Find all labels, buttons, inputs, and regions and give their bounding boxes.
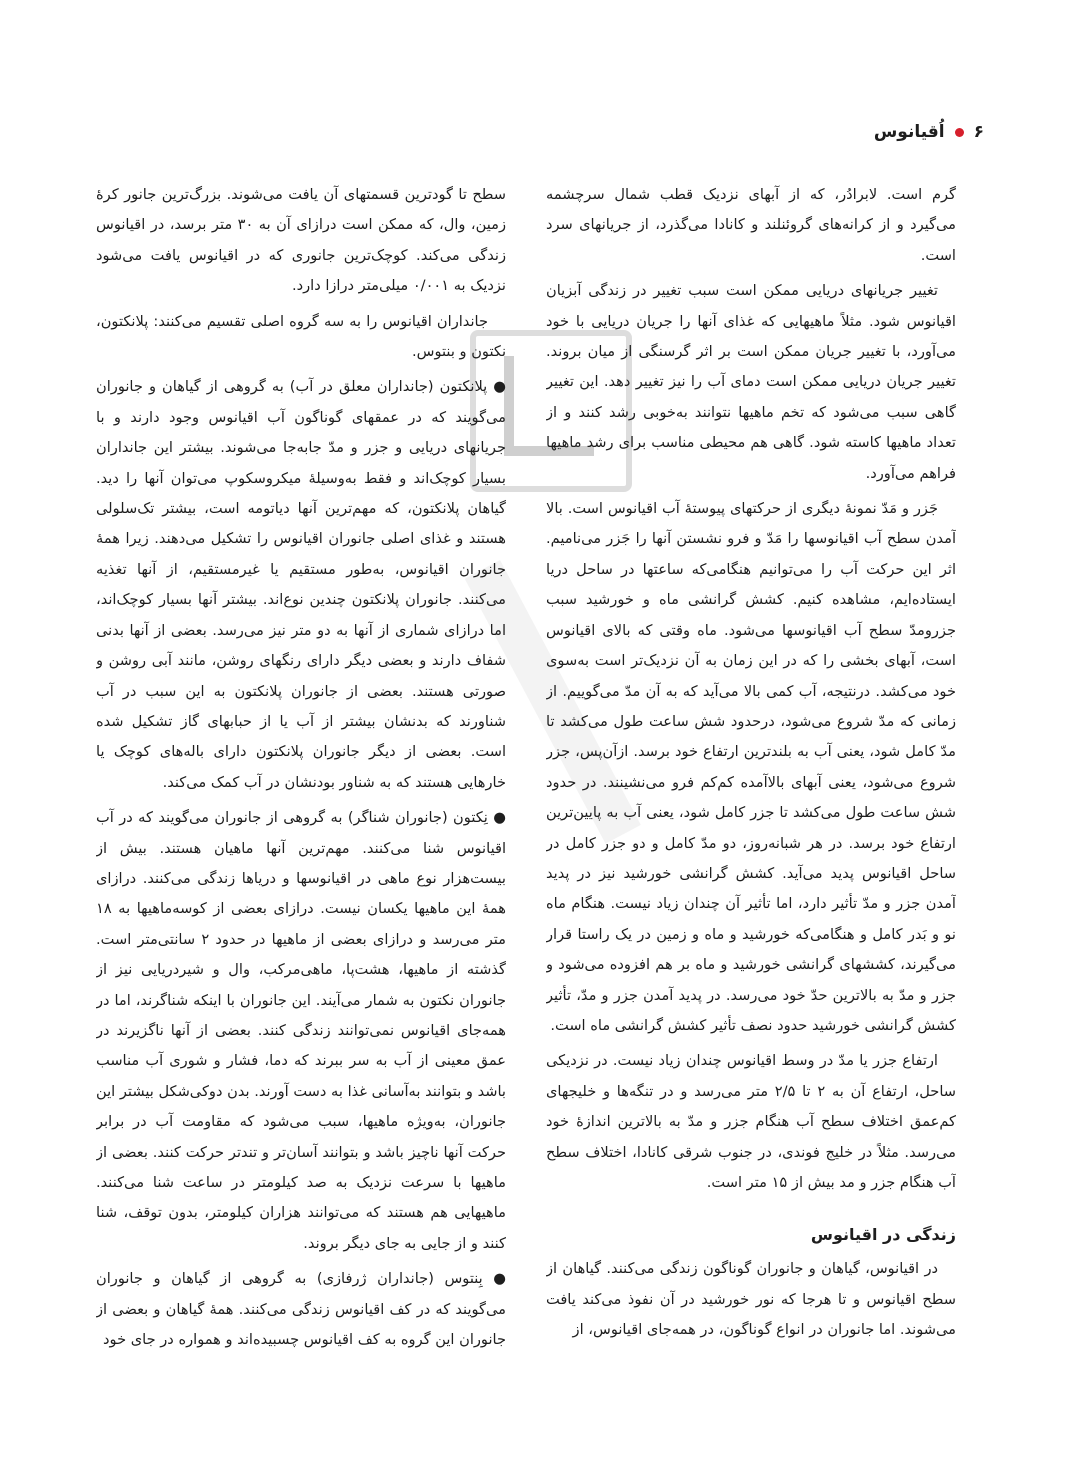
paragraph: سطح تا گودترین قسمتهای آن یافت می‌شوند. بزرگ‌ترین جانور کرهٔ زمین، وال، که ممکن است درازای آن به ۳۰ متر برسد، در اقیانوس زندگی می‌کند. کوچک‌ترین جانوری که در اقیانوس یافت می‌شود نزدیک به ۰/۰۰۱ میلی‌متر درازا دارد. — [96, 186, 506, 295]
page-number: ۶ — [973, 122, 984, 142]
section-heading: زندگی در اقیانوس — [810, 1225, 956, 1245]
paragraph: جَزر و مَدّ نمونهٔ دیگری از حرکتهای پیوستهٔ آب اقیانوس است. بالا آمدن سطح آب اقیانوسها را مَدّ و فرو نشستن آنها را جَزر می‌نامیم. اثر این حرکت آب را می‌توانیم هنگامی‌که ساعتها در ساحل دریا ایستاده‌ایم، مشاهده کنیم. کشش گرانشی ماه و خورشید سبب جزرومدّ سطح آب اقیانوسها می‌شود. ماه وقتی که بالای اقیانوس است، آبهای بخشی را که در این زمان به آن نزدیک‌تر است به‌سوی خود می‌کشد. درنتیجه، آب کمی بالا می‌آید که به آن مدّ می‌گوییم. از زمانی که مدّ شروع می‌شود، درحدود شش ساعت طول می‌کشد تا مدّ کامل شود، یعنی آب به بلندترین ارتفاع خود برسد. ازآن‌پس، جزر شروع می‌شود، یعنی آبهای بالاآمده کم‌کم فرو می‌نشینند. در حدود شش ساعت طول می‌کشد تا جزر کامل شود، یعنی آب به پایین‌ترین ارتفاع خود برسد. در هر شبانه‌روز، دو مدّ کامل و دو جزر کامل در ساحل اقیانوس پدید می‌آید. کشش گرانشی خورشید نیز در پدید آمدن جزر و مدّ تأثیر دارد، اما تأثیر آن چندان زیاد نیست. هنگام ماه نو و بَدر کامل و هنگامی‌که خورشید و ماه و زمین در یک راستا قرار می‌گیرند، کششهای گرانشی خورشید و ماه بر هم افزوده می‌شود و جزر و مدّ به بالاترین حدّ خود می‌رسد. در پدید آمدن جزر و مدّ، تأثیر کشش گرانشی خورشید حدود نصف تأثیر کشش گرانشی ماه است. — [546, 500, 956, 1034]
paragraph: گرم است. لابرادُر، که از آبهای نزدیک قطب شمال سرچشمه می‌گیرد و از کرانه‌های گروئنلند و کانادا می‌گذرد، از جریانهای سرد است. — [546, 186, 956, 264]
left-column — [96, 180, 506, 1360]
running-title: اُقیانوس — [873, 122, 945, 142]
paragraph: تغییر جریانهای دریایی ممکن است سبب تغییر در زندگی آبزیان اقیانوس شود. مثلاً ماهیهایی که غذای آنها را جریان دریایی با خود می‌آورد، با تغییر جریان ممکن است بر اثر گرسنگی از میان بروند. تغییر جریان دریایی ممکن است دمای آب را نیز تغییر دهد. این تغییر گاهی سبب می‌شود که تخم ماهیها نتوانند به‌خوبی رشد کنند و از تعداد ماهیها کاسته شود. گاهی هم محیطی مناسب برای رشد ماهیها فراهم می‌آورد. — [546, 282, 956, 482]
paragraph: در اقیانوس، گیاهان و جانوران گوناگون زندگی می‌کنند. گیاهان از سطح اقیانوس و تا هرجا که نور خورشید در آن نفوذ می‌کند یافت می‌شوند. اما جانوران در انواع گوناگون، در همه‌جای اقیانوس، از — [546, 1260, 956, 1339]
bullet-dot-icon — [955, 128, 964, 137]
running-head — [96, 116, 984, 148]
bullet-paragraph-benthos: ● بِنتوس (جانداران ژرفازی) به گروهی از گیاهان و جانوران می‌گویند که در کف اقیانوس زندگی می‌کنند. همهٔ گیاهان و بعضی از جانوران این گروه به کف اقیانوس چسبیده‌اند و همواره در جای خود — [96, 1270, 506, 1349]
paragraph: جانداران اقیانوس را به سه گروه اصلی تقسیم می‌کنند: پلانکتون، نکتون و بنتوس. — [96, 312, 506, 361]
right-column — [546, 180, 956, 1360]
bullet-paragraph-plankton: ● پلانکتون (جانداران معلق در آب) به گروهی از گیاهان و جانوران می‌گویند که در عمقهای گوناگون آب اقیانوس وجود دارند و با جریانهای دریایی و جزر و مدّ جابه‌جا می‌شوند. بیشتر این جانداران بسیار کوچک‌اند و فقط به‌وسیلهٔ میکروسکوپ می‌توان آنها را دید. گیاهان پلانکتون، که مهم‌ترین آنها دیاتومه است، بیشتر تک‌سلولی هستند و غذای اصلی جانوران اقیانوس را تشکیل می‌دهند. زیرا همهٔ جانوران اقیانوس، به‌طور مستقیم یا غیرمستقیم، از آنها تغذیه می‌کنند. جانوران پلانکتون چندین نوع‌اند. بیشتر آنها بسیار کوچک‌اند، اما درازای شماری از آنها به دو متر نیز می‌رسد. بعضی از آنها بدنی شفاف دارند و بعضی دیگر دارای رنگهای روشن، مانند آبی روشن و صورتی هستند. بعضی از جانوران پلانکتون به این سبب در آب شناورند که بدنشان بیشتر از آب یا از حبابهای گاز تشکیل شده است. بعضی از دیگر جانوران پلانکتون دارای باله‌های کوچک یا خارهایی هستند که به شناور بودنشان در آب کمک می‌کند. — [96, 378, 506, 791]
paragraph: ارتفاع جزر یا مدّ در وسط اقیانوس چندان زیاد نیست. در نزدیکی ساحل، ارتفاع آن به ۲ تا ۲/۵ متر می‌رسد و در تنگه‌ها و خلیجهای کم‌عمق اختلاف سطح آب هنگام جزر و مدّ به بالاترین اندازهٔ خود می‌رسد. مثلاً در خلیج فوندی، در جنوب شرقی کانادا، اختلاف سطح آب هنگام جزر و مد بیش از ۱۵ متر است. — [546, 1052, 956, 1191]
bullet-paragraph-nekton: ● نِکتون (جانوران شناگر) به گروهی از جانوران می‌گویند که در آب اقیانوس شنا می‌کنند. مهم‌ترین آنها ماهیان هستند. بیش از بیست‌هزار نوع ماهی در اقیانوسها و دریاها زندگی می‌کنند. درازای همهٔ این ماهیها یکسان نیست. درازای بعضی از کوسه‌ماهیها به ۱۸ متر می‌رسد و درازای بعضی از ماهیها در حدود ۲ سانتی‌متر است. گذشته از ماهیها، هشت‌پا، ماهی‌مرکب، وال و شیردریایی نیز از جانوران نکتون به شمار می‌آیند. این جانوران با اینکه شناگرند، اما در همه‌جای اقیانوس نمی‌توانند زندگی کنند. بعضی از آنها ناگزیرند در عمق معینی از آب به سر ببرند که دما، فشار و شوری آب مناسب باشد و بتوانند به‌آسانی غذا به دست آورند. بدن دوکی‌شکل بیشتر این جانوران، به‌ویژه ماهیها، سبب می‌شود که مقاومت آب در برابر حرکت آنها ناچیز باشد و بتوانند آسان‌تر و تندتر حرکت کنند. بعضی از ماهیها با سرعت نزدیک به صد کیلومتر در ساعت شنا می‌کنند. ماهیهایی هم هستند که می‌توانند هزاران کیلومتر، بدون توقف، شنا کنند و از جایی به جای دیگر بروند. — [96, 809, 506, 1252]
